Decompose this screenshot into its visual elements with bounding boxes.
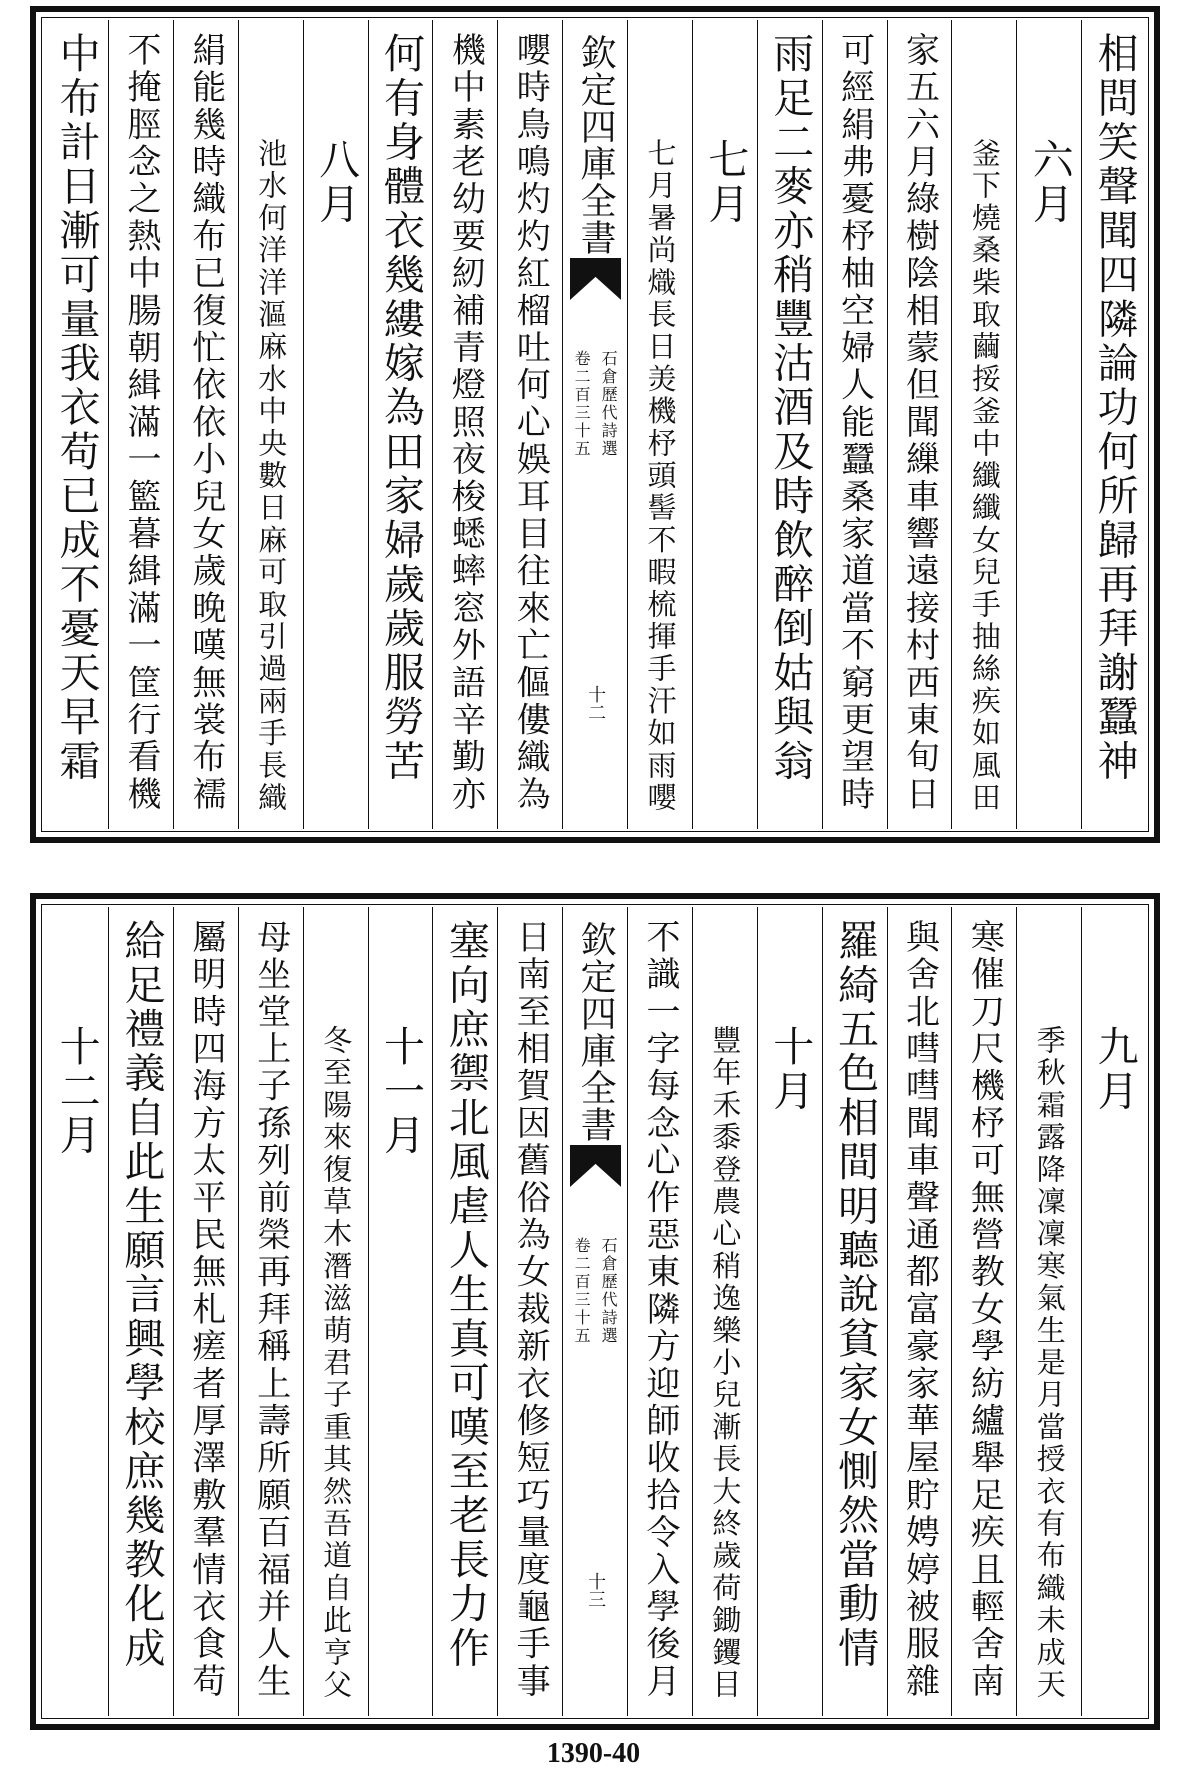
text-column	[108, 907, 173, 1716]
verse-line: 羅綺五色相間明聽說貧家女惻然當動情	[831, 919, 880, 1671]
verse-line: 豐年禾黍登農心稍逸樂小兒漸長大終歲荷鋤钁目	[708, 1025, 743, 1702]
verse-line: 冬至陽來復草木潛滋萌君子重其然吾道自此亨父	[319, 1025, 354, 1702]
verse-line: 塞向庶禦北風虐人生真可嘆至老長力作	[441, 919, 490, 1671]
verse-line: 日南至相賀因舊俗為女裁新衣修短巧量度龜手事	[510, 919, 551, 1701]
top-page	[30, 6, 1160, 843]
text-column	[627, 20, 692, 829]
verse-line: 何有身體衣幾縷嫁為田家婦歲歲服勞苦	[376, 32, 425, 784]
text-column	[238, 907, 303, 1716]
fish-tail-mark-icon	[570, 1145, 621, 1187]
verse-line: 嚶時鳥鳴灼灼紅榴吐何心娛耳目往來亡傴僂織為	[510, 32, 551, 814]
folio-number: 十二	[585, 685, 607, 721]
month-heading-column	[303, 20, 368, 829]
verse-line: 釜下燒桑柴取繭挼釜中纖纖女兒手抽絲疾如風田	[967, 138, 1002, 815]
page-number: 1390-40	[546, 1738, 641, 1769]
verse-line: 絹能幾時織布已復忙依依小兒女歲晚嘆無裳布襦	[185, 32, 226, 814]
text-column	[951, 20, 1016, 829]
verse-line: 七月暑尚熾長日羙機杼頭髻不暇梳揮手汗如雨嚶	[643, 138, 678, 815]
text-column	[822, 20, 887, 829]
text-column	[627, 907, 692, 1716]
verse-line: 機中素老幼要紉補青燈照夜梭蟋蟀窓外語辛勤亦	[445, 32, 486, 814]
verse-line: 可經絹弗憂杼柚空婦人能蠶桑家道當不窮更望時	[834, 32, 875, 814]
text-column	[1081, 20, 1146, 829]
center-meta	[570, 1237, 620, 1345]
center-title: 欽定四庫全書	[575, 34, 617, 256]
month-heading-column	[1081, 907, 1146, 1716]
text-column	[173, 20, 238, 829]
month-heading: 七月	[701, 138, 750, 227]
text-column	[951, 907, 1016, 1716]
verse-line: 屬明時四海方太平民無札瘥者厚澤敷羣情衣食苟	[185, 919, 226, 1701]
text-column	[108, 20, 173, 829]
verse-line: 寒催刀尺機杼可無營教女學紡纑舉足疾且輕舍南	[964, 919, 1005, 1701]
verse-line: 與舍北嘒嘒聞車聲通都富豪家華屋貯娉婷被服雜	[899, 919, 940, 1701]
text-column	[822, 907, 887, 1716]
month-heading-column	[692, 20, 757, 829]
month-heading-column	[368, 907, 433, 1716]
bottom-page	[30, 893, 1160, 1730]
center-meta-line: 卷二百三十五	[572, 350, 592, 458]
month-heading: 十一月	[376, 1025, 425, 1158]
text-column	[497, 907, 562, 1716]
center-title: 欽定四庫全書	[575, 921, 617, 1143]
month-heading: 八月	[312, 138, 361, 227]
verse-line: 中布計日漸可量我衣苟已成不憂天早霜	[52, 32, 101, 784]
text-column	[757, 20, 822, 829]
verse-line: 相問笑聲聞四隣論功何所歸再拜謝蠶神	[1090, 32, 1139, 784]
month-heading-column	[44, 907, 108, 1716]
bottom-page-columns	[44, 907, 1146, 1716]
text-column	[887, 20, 952, 829]
text-column	[887, 907, 952, 1716]
text-column	[1016, 907, 1081, 1716]
verse-line: 給足禮義自此生願言興學校庶幾教化成	[117, 919, 166, 1671]
text-column	[44, 20, 108, 829]
folio-number: 十三	[585, 1572, 607, 1608]
text-column	[432, 20, 497, 829]
text-column	[303, 907, 368, 1716]
verse-line: 不識一字每念心作惡東隣方迎師收拾令入學後月	[639, 919, 680, 1701]
text-column	[238, 20, 303, 829]
center-meta	[570, 350, 620, 458]
center-meta-line: 石倉歷代詩選	[599, 350, 619, 458]
text-column	[497, 20, 562, 829]
top-page-columns	[44, 20, 1146, 829]
month-heading: 十月	[766, 1025, 815, 1114]
month-heading: 六月	[1025, 138, 1074, 227]
text-column	[692, 907, 757, 1716]
verse-line: 池水何洋洋漚麻水中央數日麻可取引過兩手長織	[254, 138, 289, 815]
month-heading: 九月	[1090, 1025, 1139, 1114]
month-heading: 十二月	[52, 1025, 101, 1158]
center-fold	[562, 20, 627, 829]
verse-line: 雨足二麥亦稍豐沽酒及時飲醉倒姑與翁	[766, 32, 815, 784]
center-meta-line: 卷二百三十五	[572, 1237, 592, 1345]
verse-line: 季秋霜露降凜凜寒氣生是月當授衣有布織未成天	[1032, 1025, 1067, 1702]
month-heading-column	[1016, 20, 1081, 829]
text-column	[368, 20, 433, 829]
text-column	[173, 907, 238, 1716]
fish-tail-mark-icon	[570, 258, 621, 300]
text-column	[432, 907, 497, 1716]
verse-line: 母坐堂上子孫列前榮再拜稱上壽所願百福并人生	[250, 919, 291, 1701]
center-fold	[562, 907, 627, 1716]
verse-line: 家五六月綠樹陰相蒙但聞繅車響遠接村西東旬日	[899, 32, 940, 814]
month-heading-column	[757, 907, 822, 1716]
center-meta-line: 石倉歷代詩選	[599, 1237, 619, 1345]
verse-line: 不掩脛念之熱中腸朝緝滿一籃暮緝滿一筐行看機	[120, 32, 161, 814]
